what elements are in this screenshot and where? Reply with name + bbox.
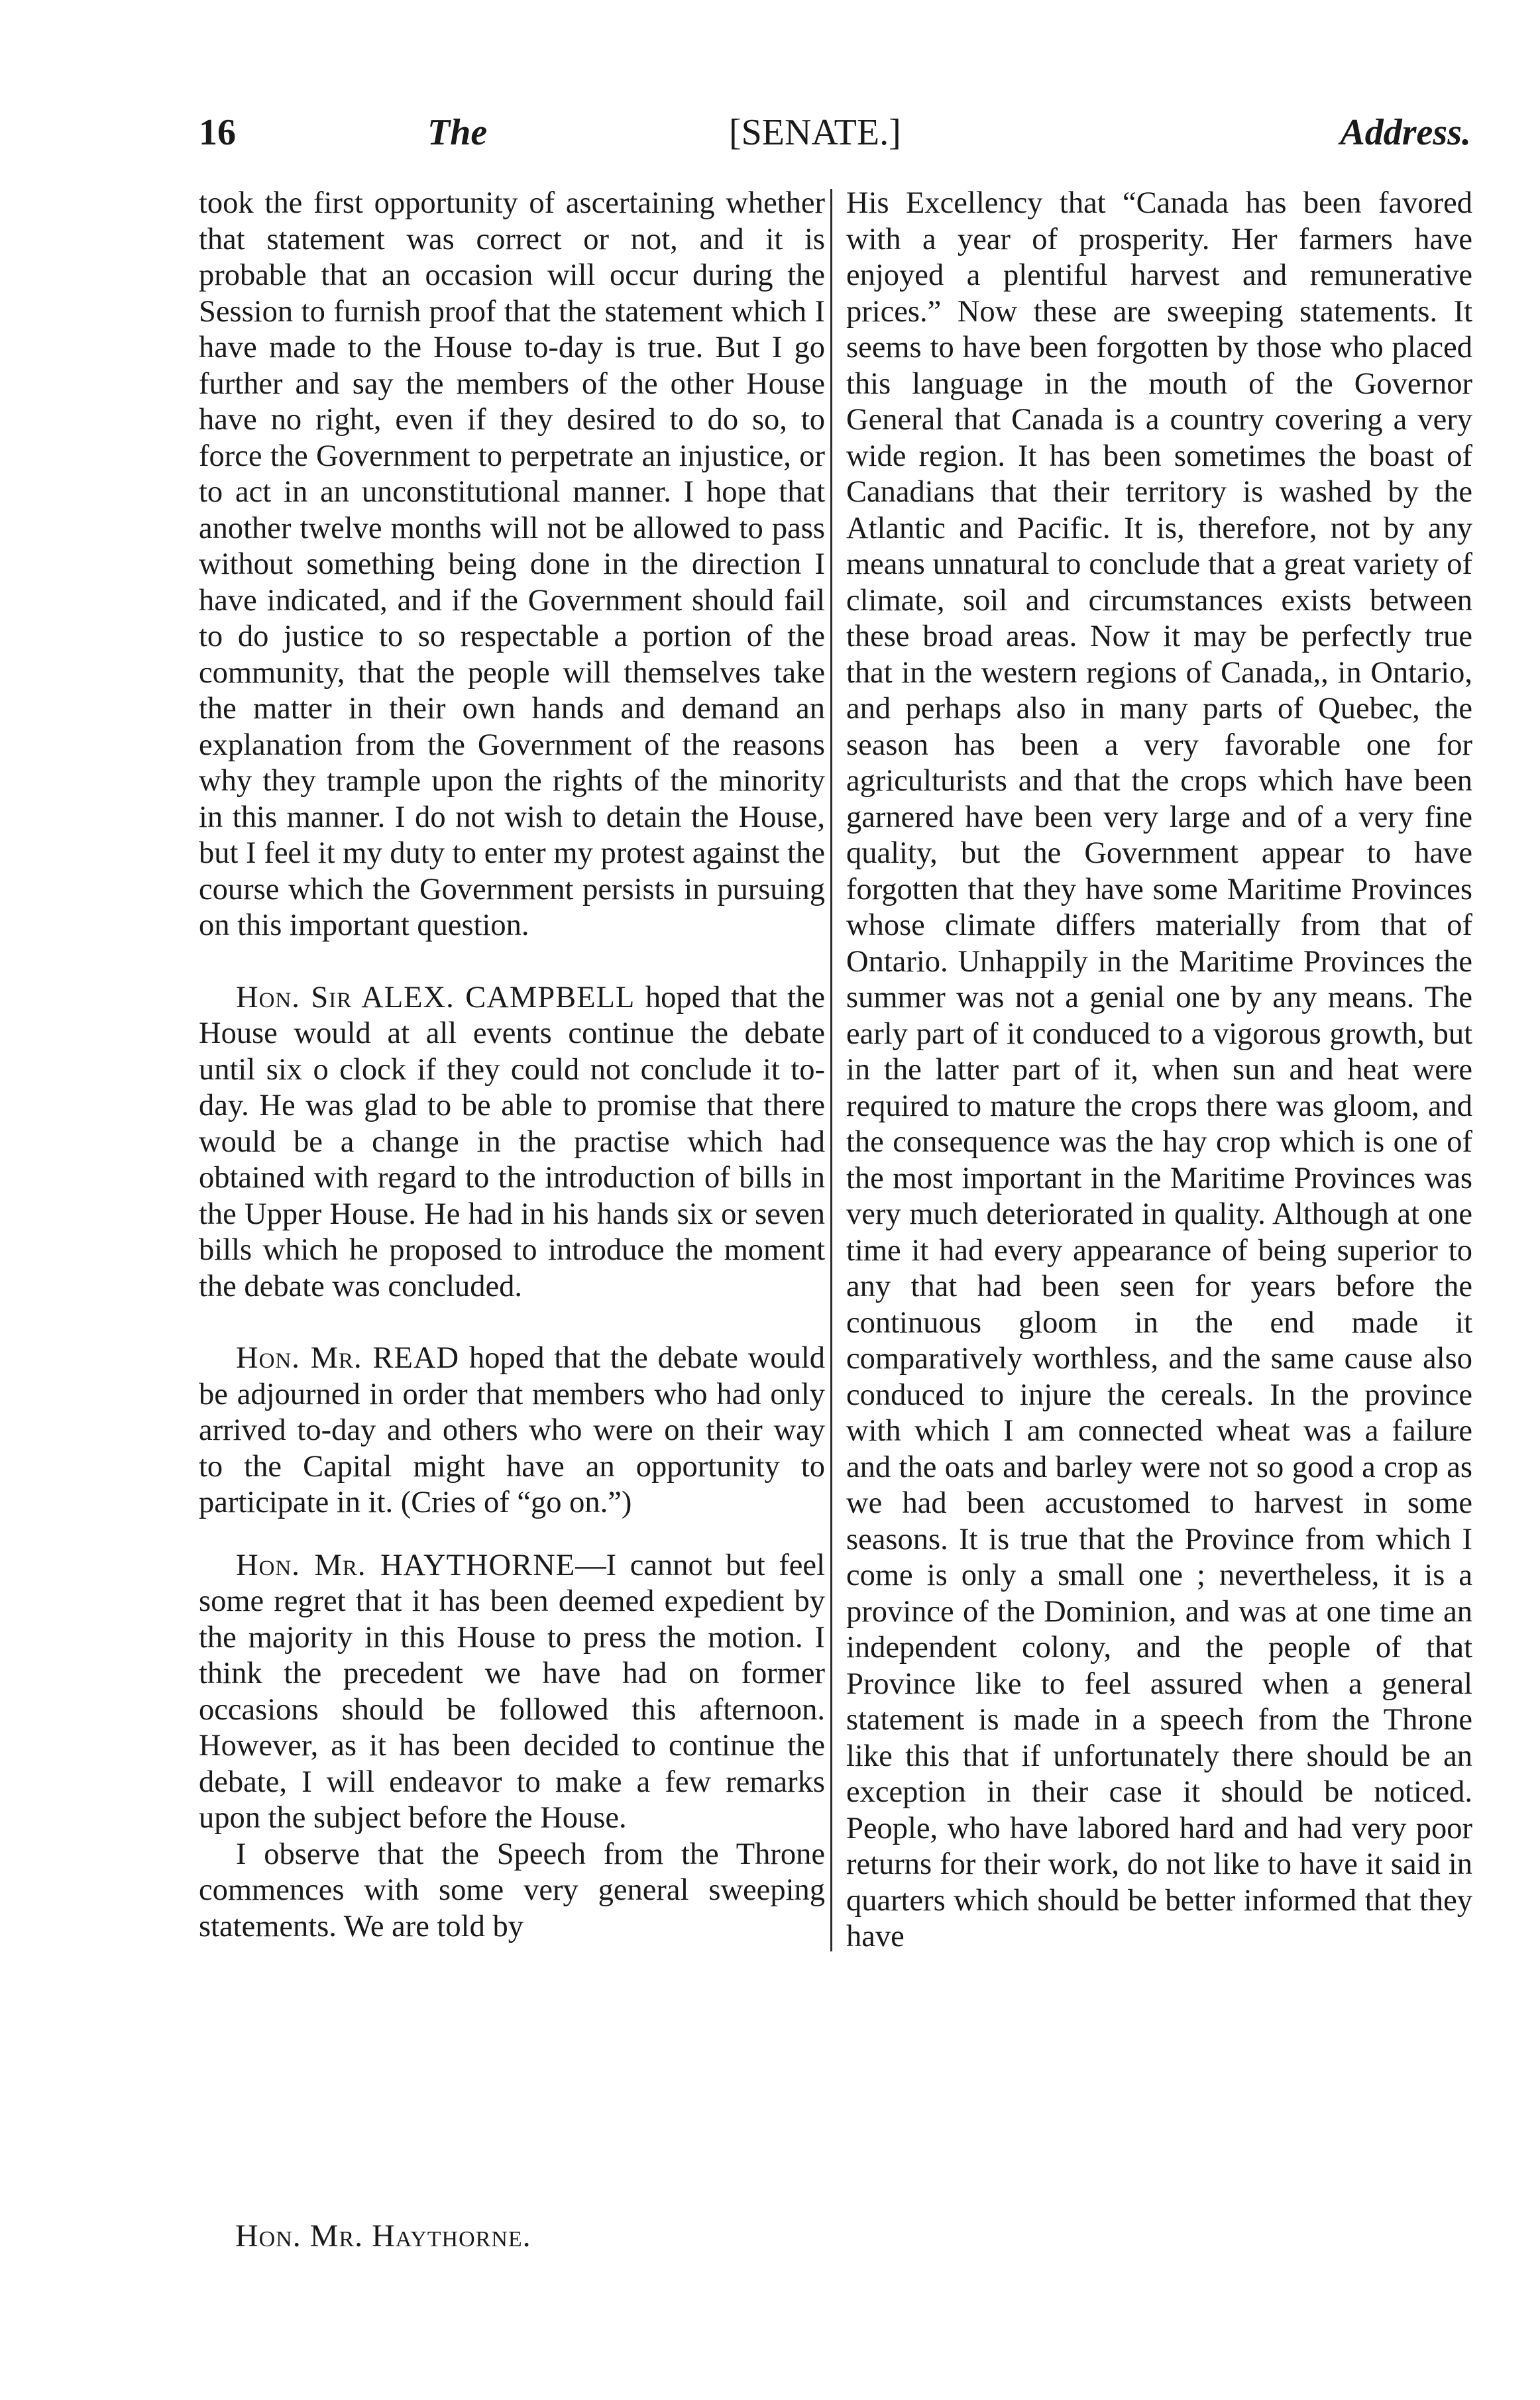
- speaker-name: Hon. Mr. READ: [236, 1341, 460, 1375]
- speech-text: hoped that the debate would be adjourned in order that members who had only arrived to-day and others who were on their way to the Capital might have an opportunity to participate in it. (Cries of “go on.”): [199, 1341, 825, 1519]
- left-column: [199, 186, 825, 1945]
- header-center-title: [SENATE.]: [729, 112, 901, 153]
- right-paragraph-1: His Excellency that “Canada has been favored with a year of prosperity. Her farmers have enjoyed a plentiful harvest and remunerative prices.” Now these are sweeping statements. It seems to have been forgotten by those who placed this language in the mouth of the Governor General that Canada is a country covering a very wide region. It has been sometimes the boast of Canadians that their territory is washed by the Atlantic and Pacific. It is, therefore, not by any means unnatural to conclude that a great variety of climate, soil and circumstances exists between these broad areas. Now it may be perfectly true that in the western regions of Canada,, in Ontario, and perhaps also in many parts of Quebec, the season has been a very favorable one for agriculturists and that the crops which have been garnered have been very large and of a very fine quality, but the Government appear to have forgotten that they have some Maritime Provinces whose climate differs materially from that of Ontario. Unhappily in the Maritime Provinces the summer was not a genial one by any means. The early part of it conduced to a vigorous growth, but in the latter part of it, when sun and heat were required to mature the crops there was gloom, and the consequence was the hay crop which is one of the most important in the Maritime Provinces was very much deteriorated in quality. Although at one time it had every appearance of being superior to any that had been seen for years before the continuous gloom in the end made it comparatively worthless, and the same cause also conduced to injure the cereals. In the province with which I am connected wheat was a failure and the oats and barley were not so good a crop as we had been accustomed to harvest in some seasons. It is true that the Province from which I come is only a small one ; nevertheless, it is a province of the Dominion, and was at one time an independent colony, and the people of that Province like to feel assured when a general statement is made in a speech from the Throne like this that if unfortunately there should be an exception in their case it should be noticed. People, who have labored hard and had very poor returns for their work, do not like to have it said in quarters which should be better informed that they have: [846, 186, 1472, 1953]
- left-paragraph-3: [199, 1340, 825, 1521]
- speaker-name: Hon. Sir ALEX. CAMPBELL: [236, 980, 635, 1014]
- speech-text: hoped that the House would at all events continue the debate until six o clock if they could not conclude it to-day. He was glad to be able to promise that there would be a change in the practise which had obtained with regard to the introduction of bills in the Upper House. He had in his hands six or seven bills which he proposed to introduce the moment the debate was concluded.: [199, 980, 825, 1303]
- left-paragraph-2: [199, 980, 825, 1305]
- left-paragraph-4: [199, 1548, 825, 1837]
- speaker-name: Hon. Mr. HAYTHORNE: [236, 1548, 576, 1582]
- footer-running-name: Hon. Mr. Haythorne.: [235, 2218, 531, 2254]
- left-paragraph-5: I observe that the Speech from the Throne commences with some very general sweeping statements. We are told by: [199, 1837, 825, 1943]
- page-header: [199, 103, 1471, 162]
- speech-text: —I cannot but feel some regret that it has been deemed expedient by the majority in this House to press the motion. I think the precedent we have had on former occasions should be followed this afternoon. However, as it has been decided to continue the debate, I will endeavor to make a few remarks upon the subject before the House.: [199, 1548, 825, 1835]
- page-number: 16: [199, 112, 236, 153]
- header-left-title: The: [427, 112, 488, 153]
- right-column: [846, 186, 1472, 1955]
- left-paragraph-1: took the first opportunity of ascertaining whether that statement was correct or not, and it is probable that an occasion will occur during the Session to furnish proof that the statement which I have made to the House to-day is true. But I go further and say the members of the other House have no right, even if they desired to do so, to force the Government to perpetrate an injustice, or to act in an unconstitutional manner. I hope that another twelve months will not be allowed to pass without something being done in the direction I have indicated, and if the Government should fail to do justice to so respectable a portion of the community, that the people will themselves take the matter in their own hands and demand an explanation from the Government of the reasons why they trample upon the rights of the minority in this manner. I do not wish to detain the House, but I feel it my duty to enter my protest against the course which the Government persists in pursuing on this important question.: [199, 186, 825, 942]
- header-right-title: Address.: [1340, 112, 1471, 153]
- column-divider: [830, 189, 832, 1951]
